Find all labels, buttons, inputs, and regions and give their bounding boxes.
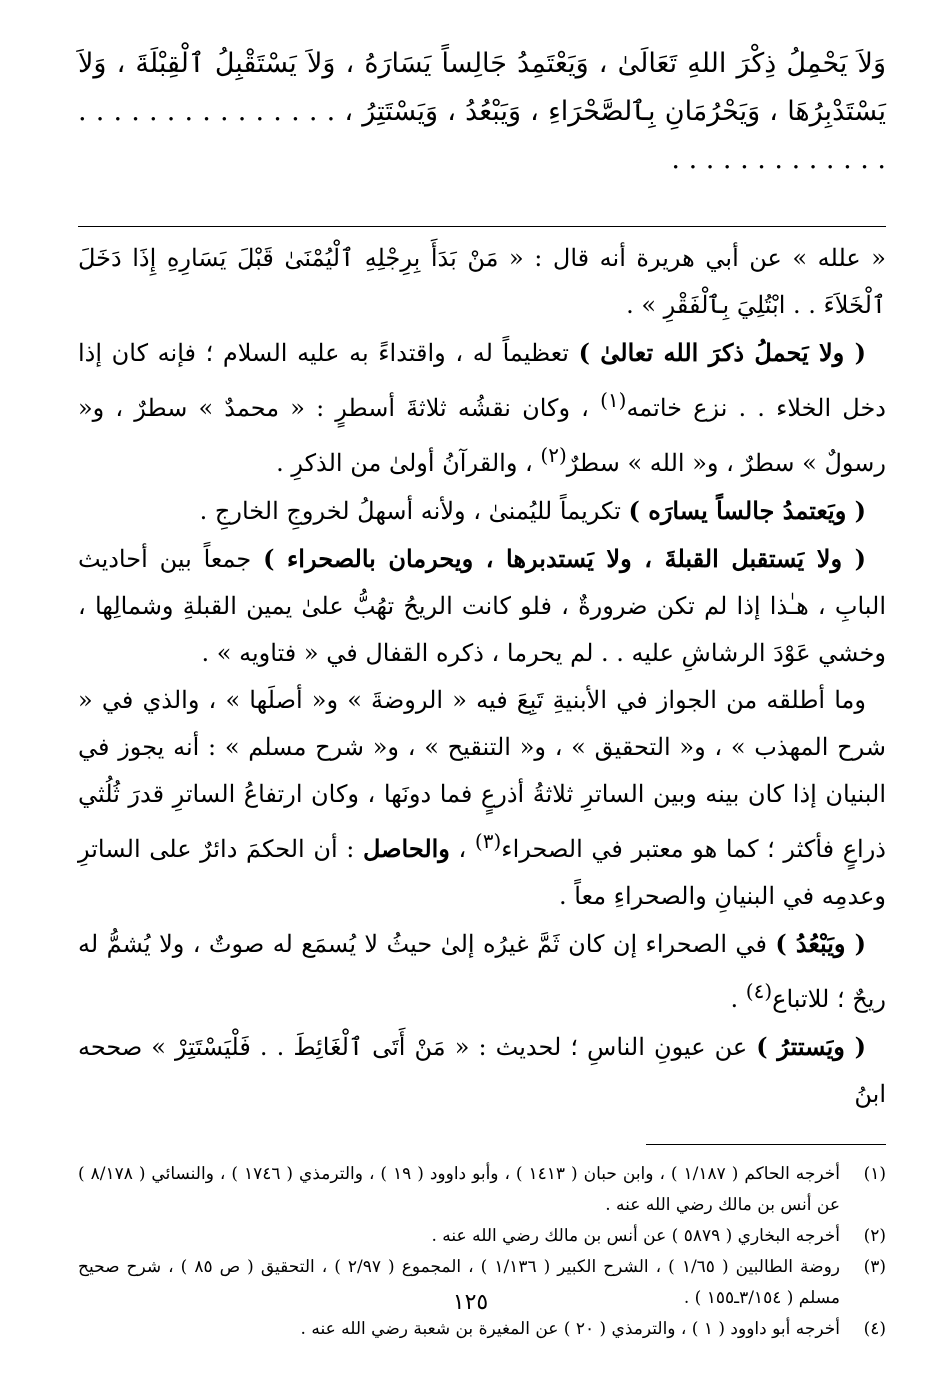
matn-divider — [78, 226, 886, 227]
footnote-divider — [646, 1144, 886, 1145]
page-body — [78, 40, 886, 1345]
footnote-text: أخرجه أبو داوود ( ١ ) ، والترمذي ( ٢٠ ) عن المغيرة بن شعبة رضي الله عنه . — [300, 1319, 840, 1339]
matn-text: وَلاَ يَحْمِلُ ذِكْرَ اللهِ تَعَالَىٰ ، وَيَعْتَمِدُ جَالِساً يَسَارَهُ ، وَلاَ يَسْتَقْبِلُ ٱلْقِبْلَةَ ، وَلاَ يَسْتَدْبِرُهَا ، وَيَحْرُمَانِ بِٱلصَّحْرَاءِ ، وَيَبْعُدُ ، وَيَسْتَتِرُ ، . . . . . . . . . . . . . . . . . . . . . . . . . . . . — [78, 48, 886, 175]
footnote-number: (٢) — [863, 1226, 886, 1246]
commentary-paragraph-1: « علله » عن أبي هريرة أنه قال : « مَنْ بَدَأَ بِرِجْلِهِ ٱلْيُمْنَىٰ قَبْلَ يَسَارِهِ إِذَا دَخَلَ ٱلْخَلاَءَ . . ابْتُلِيَ بِٱلْفَقْرِ » . — [78, 244, 886, 319]
commentary — [78, 235, 886, 1118]
footnote-text: روضة الطالبين ( ١/٦٥ ) ، الشرح الكبير ( ١/١٣٦ ) ، المجموع ( ٢/٩٧ ) ، التحقيق ( ص ٨٥ ) ، شرح صحيح مسلم ( ٣/١٥٤ـ١٥٥ ) . — [78, 1257, 840, 1308]
commentary-paragraph-6: ( ويَبْعُدُ ) في الصحراء إن كان ثَمَّ غيرُه إلىٰ حيثُ لا يُسمَع له صوتٌ ، ولا يُشمُّ له ريحٌ ؛ للاتباع$^{(٤)}$ . — [78, 929, 886, 1013]
footnote-ref-3: (٣) — [474, 829, 502, 853]
commentary-paragraph-4: ( ولا يَستقبل القبلةَ ، ولا يَستدبرها ، ويحرمان بالصحراء ) جمعاً بين أحاديث البابِ ، هـٰذا إذا لم تكن ضرورةٌ ، فلو كانت الريحُ تهُبُّ علىٰ يمين القبلةِ وشمالِها ، وخشي عَوْدَ الرشاشِ عليه . . لم يحرما ، ذكره القفال في « فتاويه » . — [78, 544, 886, 667]
footnote-ref-1: (١) — [600, 388, 627, 412]
quoted-matn: ( ويَعتمدُ جالساً يسارَه ) — [628, 496, 866, 525]
footnote-ref-4: (٤) — [745, 979, 773, 1003]
page-number: ١٢٥ — [452, 1290, 489, 1315]
quoted-matn: ( ولا يَستقبل القبلةَ ، ولا يَستدبرها ، ويحرمان بالصحراء ) — [263, 544, 866, 573]
bold-term: والحاصل — [362, 834, 450, 863]
footnote-number: (١) — [863, 1164, 886, 1184]
footnote-1 — [78, 1159, 886, 1221]
footnote-ref-2: (٢) — [540, 443, 567, 467]
quoted-matn: ( ويَستترُ ) — [756, 1032, 866, 1061]
footnotes — [78, 1159, 886, 1345]
footnote-text: أخرجه الحاكم ( ١/١٨٧ ) ، وابن حبان ( ١٤١٣ ) ، وأبو داوود ( ١٩ ) ، والترمذي ( ١٧٤٦ ) ، والنسائي ( ٨/١٧٨ ) عن أنس بن مالك رضي الله عنه . — [78, 1164, 841, 1215]
footnote-number: (٤) — [863, 1319, 886, 1339]
quoted-matn: ( ويَبْعُدُ ) — [775, 929, 867, 958]
quoted-matn: ( ولا يَحملُ ذكرَ الله تعالىٰ ) — [578, 338, 866, 367]
commentary-paragraph-2: ( ولا يَحملُ ذكرَ الله تعالىٰ ) تعظيماً له ، واقتداءً به عليه السلام ؛ فإنه كان إذا دخل الخلاء . . نزع خاتمه$^{(١)}$ ، وكان نقشُه ثلاثةَ أسطرٍ : « محمدٌ » سطرٌ ، و« رسولٌ » سطرٌ ، و« الله » سطرٌ$^{(٢)}$ ، والقرآنُ أولىٰ من الذكرِ . — [78, 338, 886, 477]
commentary-paragraph-7: ( ويَستترُ ) عن عيونِ الناسِ ؛ لحديث : « مَنْ أَتَى ٱلْغَائِطَ . . فَلْيَسْتَتِرْ » صححه ابنُ — [78, 1032, 886, 1108]
footnote-text: أخرجه البخاري ( ٥٨٧٩ ) عن أنس بن مالك رضي الله عنه . — [431, 1226, 840, 1246]
commentary-paragraph-3: ( ويَعتمدُ جالساً يسارَه ) تكريماً لليُمنىٰ ، ولأنه أسهلُ لخروجِ الخارجِ . — [199, 496, 866, 525]
footnote-4 — [78, 1314, 886, 1345]
footnote-number: (٣) — [863, 1257, 886, 1277]
commentary-paragraph-5: وما أطلقه من الجواز في الأبنيةِ تَبِعَ فيه « الروضةَ » و« أصلَها » ، والذي في « شرح المهذب » ، و« التحقيق » ، و« التنقيح » ، و« شرح مسلم » : أنه يجوز في البنيان إذا كان بينه وبين الساترِ ثلاثةُ أذرعٍ فما دونَها ، وكان ارتفاعُ الساترِ قدرَ ثُلُثي ذراعٍ فأكثر ؛ كما هو معتبر في الصحراء$^{(٣)}$ ، والحاصل : أن الحكمَ دائرٌ على الساترِ وعدمِه في البنيانِ والصحراءِ معاً . — [78, 686, 886, 910]
footnote-2 — [78, 1221, 886, 1252]
